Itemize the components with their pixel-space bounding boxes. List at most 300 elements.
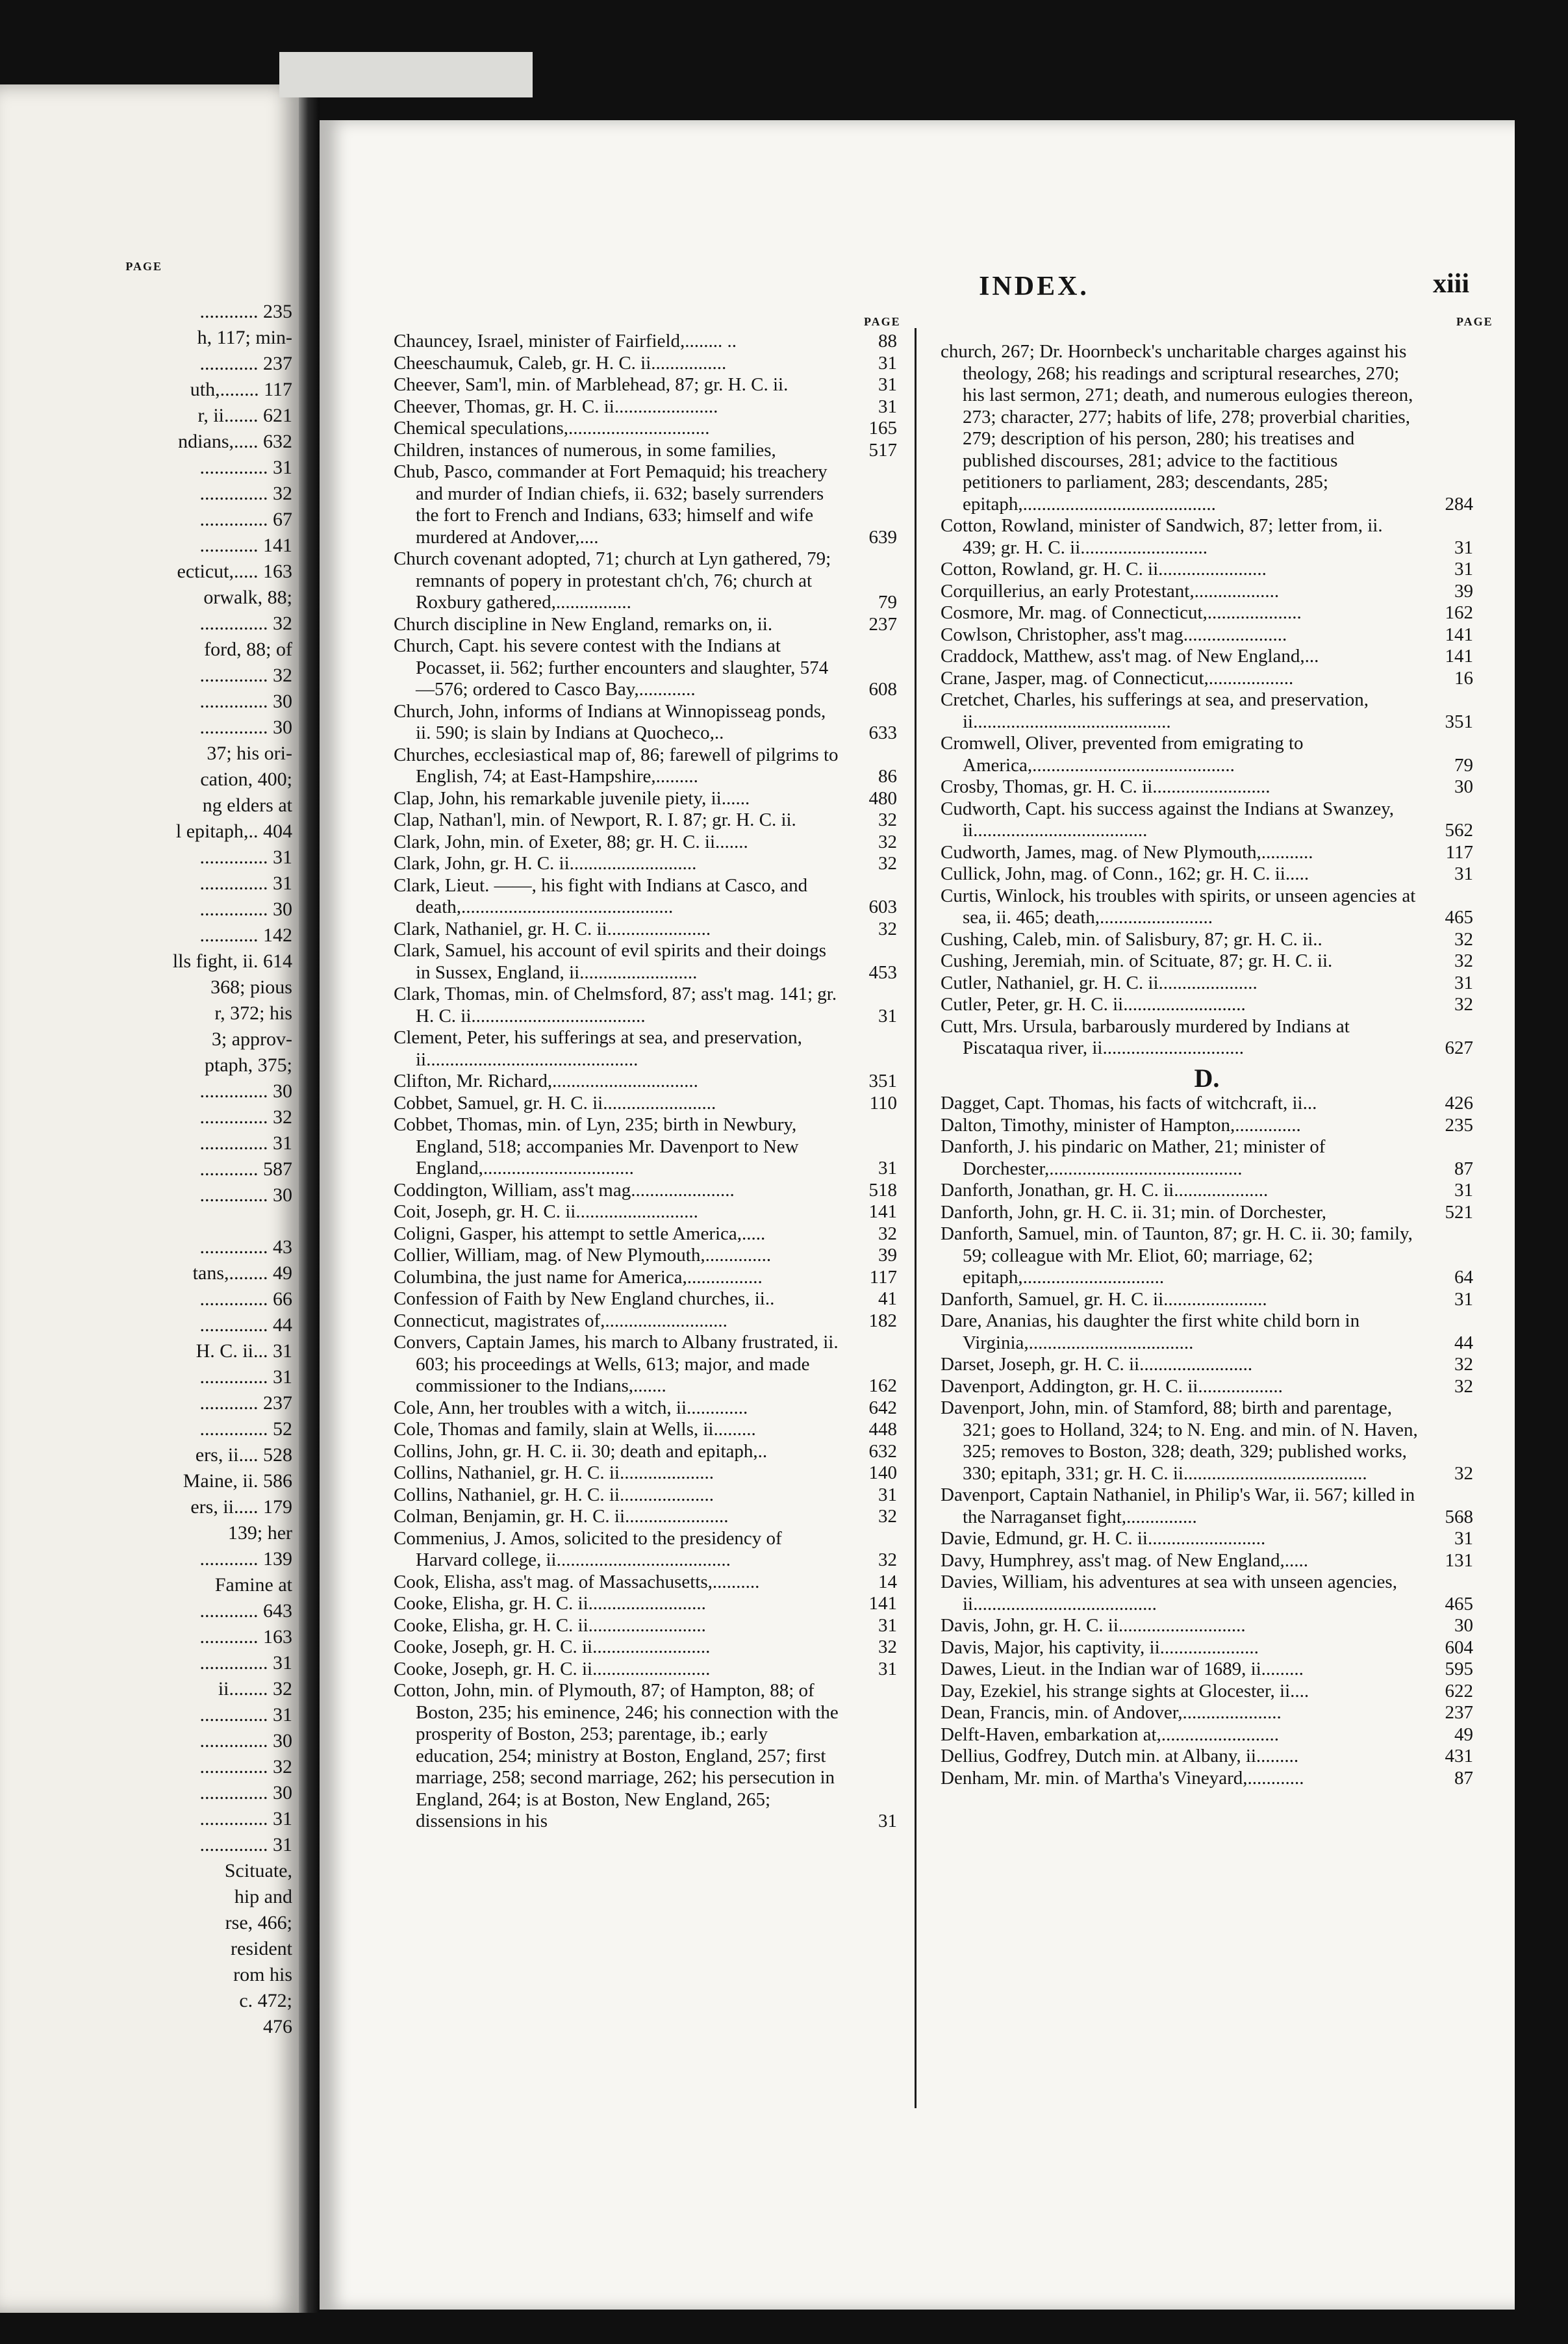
index-entry-text: Clifton, Mr. Richard,............................... bbox=[394, 1071, 698, 1091]
left-page-line: .............. 44 bbox=[199, 1314, 292, 1336]
index-entry-text: Clark, John, gr. H. C. ii........................... bbox=[394, 853, 697, 874]
index-entry bbox=[941, 1528, 1473, 1550]
index-entry-page: 32 bbox=[878, 831, 897, 852]
left-page-line: ptaph, 375; bbox=[205, 1054, 292, 1076]
index-entry-text: Columbina, the just name for America,................ bbox=[394, 1266, 763, 1288]
index-entry-text: Danforth, John, gr. H. C. ii. 31; min. of Dorchester, bbox=[941, 1201, 1327, 1223]
index-entry-page: 608 bbox=[868, 679, 897, 700]
index-entry-page: 165 bbox=[868, 418, 897, 439]
left-page-line: .............. 66 bbox=[199, 1288, 292, 1310]
left-page-line: .............. 30 bbox=[199, 1730, 292, 1752]
index-entry bbox=[941, 1768, 1473, 1790]
index-entry bbox=[941, 689, 1473, 733]
index-entry-page: 595 bbox=[1445, 1659, 1473, 1679]
index-entry-text: Cushing, Jeremiah, min. of Scituate, 87; gr. H. C. ii. bbox=[941, 950, 1333, 971]
left-page-line: .............. 67 bbox=[199, 509, 292, 530]
index-entry-text: Dean, Francis, min. of Andover,..................... bbox=[941, 1702, 1282, 1723]
index-entry-page: 31 bbox=[878, 1658, 897, 1679]
index-entry bbox=[941, 559, 1473, 581]
index-entry-page: 49 bbox=[1454, 1724, 1473, 1745]
left-page-line: ng elders at bbox=[202, 795, 292, 816]
book-gutter bbox=[299, 84, 320, 2313]
index-entry bbox=[941, 776, 1473, 798]
index-entry-text: Davenport, Captain Nathaniel, in Philip's War, ii. 567; killed in the Narraganset fight,............... bbox=[941, 1484, 1415, 1527]
index-entry-page: 448 bbox=[868, 1419, 897, 1440]
index-entry bbox=[941, 885, 1473, 929]
index-entry-page: 284 bbox=[1445, 493, 1473, 515]
index-entry bbox=[394, 1114, 897, 1180]
index-entry-text: Cowlson, Christopher, ass't mag...................... bbox=[941, 624, 1287, 645]
section-letter: D. bbox=[1194, 1063, 1220, 1093]
index-entry bbox=[394, 984, 897, 1027]
index-entry-text: Colman, Benjamin, gr. H. C. ii...................... bbox=[394, 1506, 729, 1527]
index-entry bbox=[941, 973, 1473, 995]
index-entry-text: Connecticut, magistrates of,.......................... bbox=[394, 1310, 727, 1331]
left-page-line: hip and bbox=[234, 1886, 292, 1907]
index-entry-page: 562 bbox=[1445, 820, 1473, 841]
index-entry-text: Davenport, Addington, gr. H. C. ii.................. bbox=[941, 1375, 1283, 1397]
left-page-line: Scituate, bbox=[224, 1860, 292, 1881]
index-entry-page: 64 bbox=[1454, 1267, 1473, 1288]
index-entry-text: church, 267; Dr. Hoornbeck's uncharitable charges against his theology, 268; his readings and scriptural researches, 270; his last sermon, 271; death, and numerous eulogies thereon, 273; character, 277; habits of life, 278; proverbial charities, 279; description of his person, 280; his treatises and published discourses, 281; advice to the factitious petitioners to parliament, 283; descendants, 285; epitaph,......................................... bbox=[941, 341, 1413, 515]
index-entry-text: Davies, William, his adventures at sea with unseen agencies, ii....................................... bbox=[941, 1572, 1397, 1614]
index-entry-text: Cole, Thomas and family, slain at Wells, ii......... bbox=[394, 1419, 756, 1440]
index-entry-page: 627 bbox=[1445, 1038, 1473, 1058]
index-entry bbox=[394, 418, 897, 440]
index-entry-text: Coligni, Gasper, his attempt to settle America,..... bbox=[394, 1223, 766, 1244]
index-entry bbox=[941, 581, 1473, 603]
index-entry bbox=[394, 1288, 897, 1310]
index-entry-text: Children, instances of numerous, in some families, bbox=[394, 439, 776, 461]
index-entry-page: 31 bbox=[878, 396, 897, 417]
index-entry bbox=[941, 515, 1473, 559]
index-entry-page: 517 bbox=[868, 439, 897, 461]
index-entry-text: Cushing, Caleb, min. of Salisbury, 87; gr. H. C. ii.. bbox=[941, 928, 1322, 950]
index-entry-page: 131 bbox=[1445, 1549, 1473, 1571]
index-entry bbox=[941, 1484, 1473, 1528]
left-page-line: ers, ii.... 528 bbox=[195, 1444, 292, 1466]
index-entry bbox=[941, 1637, 1473, 1659]
left-page-line: cation, 400; bbox=[200, 769, 292, 790]
index-entry bbox=[394, 548, 897, 614]
left-page-line: ............ 139 bbox=[199, 1548, 292, 1570]
index-entry bbox=[941, 624, 1473, 646]
index-entry-page: 86 bbox=[878, 766, 897, 787]
index-entry-page: 44 bbox=[1454, 1332, 1473, 1353]
index-entry bbox=[394, 353, 897, 375]
index-entry-text: Collins, Nathaniel, gr. H. C. ii.................... bbox=[394, 1484, 714, 1505]
index-entry-page: 31 bbox=[1454, 1180, 1473, 1201]
index-entry-page: 32 bbox=[878, 809, 897, 830]
index-entry-page: 31 bbox=[878, 352, 897, 374]
index-entry bbox=[394, 745, 897, 788]
left-page-line: .............. 32 bbox=[199, 483, 292, 504]
index-entry-text: Davis, Major, his captivity, ii..................... bbox=[941, 1637, 1259, 1658]
index-entry-text: Danforth, Samuel, min. of Taunton, 87; gr. H. C. ii. 30; family, 59; colleague with Mr. Eliot, 60; marriage, 62; epitaph,.............................. bbox=[941, 1223, 1413, 1288]
index-entry bbox=[941, 1550, 1473, 1572]
index-entry bbox=[394, 1310, 897, 1332]
index-entry-page: 32 bbox=[878, 1637, 897, 1657]
index-entry bbox=[394, 635, 897, 701]
left-page-line: ............ 142 bbox=[199, 924, 292, 946]
index-entry-page: 32 bbox=[878, 853, 897, 874]
index-entry-page: 642 bbox=[868, 1397, 897, 1418]
index-entry bbox=[941, 1376, 1473, 1398]
index-entry-text: Cutler, Peter, gr. H. C. ii.......................... bbox=[941, 994, 1246, 1015]
left-page-line: Maine, ii. 586 bbox=[183, 1470, 292, 1492]
index-entry-text: Cooke, Joseph, gr. H. C. ii......................... bbox=[394, 1658, 711, 1679]
index-entry-page: 31 bbox=[878, 1811, 897, 1831]
left-page-line: lls fight, ii. 614 bbox=[172, 950, 292, 972]
index-entry bbox=[394, 1659, 897, 1681]
index-entry bbox=[394, 1637, 897, 1659]
index-entry bbox=[394, 1201, 897, 1223]
left-page-line: c. 472; bbox=[239, 1990, 292, 2011]
index-entry bbox=[394, 1223, 897, 1245]
left-page-line: h, 117; min- bbox=[197, 327, 292, 348]
index-entry bbox=[394, 440, 897, 462]
index-entry-text: Clark, Lieut. ——, his fight with Indians at Casco, and death,............................................. bbox=[394, 874, 808, 917]
left-page-line: .............. 30 bbox=[199, 1080, 292, 1102]
index-entry-text: Cotton, John, min. of Plymouth, 87; of Hampton, 88; of Boston, 235; his eminence, 246; his connection with the prosperity of Boston, 253; parentage, ib.; early education, 254; ministry at Boston, England, 257; first marriage, 258; second marriage, 262; his persecution in England, 264; is at Boston, New England, 265; dissensions in his bbox=[394, 1680, 839, 1831]
index-entry bbox=[394, 396, 897, 418]
index-entry-page: 141 bbox=[868, 1201, 897, 1222]
index-entry-text: Confession of Faith by New England churches, ii.. bbox=[394, 1288, 775, 1309]
index-entry-text: Cooke, Elisha, gr. H. C. ii......................... bbox=[394, 1614, 706, 1636]
left-page-line: .............. 30 bbox=[199, 691, 292, 712]
index-entry-page: 639 bbox=[868, 526, 897, 548]
left-page-line: ............ 141 bbox=[199, 535, 292, 556]
index-entry-page: 426 bbox=[1445, 1093, 1473, 1114]
index-entry-text: Davie, Edmund, gr. H. C. ii......................... bbox=[941, 1528, 1266, 1549]
index-entry-text: Collins, John, gr. H. C. ii. 30; death and epitaph,.. bbox=[394, 1440, 768, 1462]
index-entry bbox=[941, 341, 1473, 515]
left-page-line: .............. 31 bbox=[199, 1834, 292, 1855]
index-entry-page: 79 bbox=[878, 592, 897, 613]
index-entry-text: Dagget, Capt. Thomas, his facts of witchcraft, ii... bbox=[941, 1093, 1317, 1114]
left-page-line: ford, 88; of bbox=[204, 639, 292, 660]
index-entry-page: 431 bbox=[1445, 1746, 1473, 1766]
index-entry-text: Cobbet, Thomas, min. of Lyn, 235; birth in Newbury, England, 518; accompanies Mr. Davenport to New England,................................ bbox=[394, 1114, 799, 1178]
right-page bbox=[320, 120, 1515, 2310]
index-entry-text: Cromwell, Oliver, prevented from emigrating to America,........................................... bbox=[941, 733, 1304, 776]
left-page-line: .............. 31 bbox=[199, 1808, 292, 1829]
index-entry-text: Chub, Pasco, commander at Fort Pemaquid; his treachery and murder of Indian chiefs, ii. 632; basely surrenders the fort to French and Indians, 633; himself and wife murdered at Andover,.... bbox=[394, 461, 828, 548]
index-entry-text: Cole, Ann, her troubles with a witch, ii............. bbox=[394, 1397, 748, 1418]
index-entry bbox=[941, 798, 1473, 842]
index-entry-text: Cooke, Elisha, gr. H. C. ii......................... bbox=[394, 1593, 706, 1614]
index-entry bbox=[394, 374, 897, 396]
left-page-line: l epitaph,.. 404 bbox=[175, 821, 292, 842]
index-entry-text: Denham, Mr. min. of Martha's Vineyard,............ bbox=[941, 1767, 1304, 1789]
left-page-line: r, 372; his bbox=[214, 1002, 292, 1024]
left-page-line: tans,........ 49 bbox=[192, 1262, 292, 1284]
index-entry-page: 182 bbox=[868, 1310, 897, 1331]
index-entry bbox=[941, 1397, 1473, 1484]
left-page-line: rom his bbox=[233, 1964, 292, 1985]
index-entry bbox=[394, 1027, 897, 1071]
index-entry-text: Davenport, John, min. of Stamford, 88; birth and parentage, 321; goes to Holland, 324; to N. Eng. and min. of N. Haven, 325; removes to Boston, 328; death, 329; published works, 330; epitaph, 331; gr. H. C. ii....................................... bbox=[941, 1397, 1418, 1484]
index-entry-text: Cotton, Rowland, gr. H. C. ii....................... bbox=[941, 559, 1267, 580]
index-entry bbox=[394, 701, 897, 745]
index-entry-page: 351 bbox=[868, 1071, 897, 1091]
index-entry bbox=[394, 1332, 897, 1397]
left-page bbox=[0, 84, 299, 2313]
left-page-line: .............. 30 bbox=[199, 717, 292, 738]
index-entry-text: Collins, Nathaniel, gr. H. C. ii.................... bbox=[394, 1462, 714, 1483]
index-entry-page: 465 bbox=[1445, 907, 1473, 928]
index-entry-text: Cudworth, James, mag. of New Plymouth,........... bbox=[941, 841, 1313, 863]
index-entry bbox=[394, 1267, 897, 1289]
index-entry-page: 39 bbox=[878, 1245, 897, 1266]
index-entry bbox=[394, 1419, 897, 1441]
index-entry-text: Cook, Elisha, ass't mag. of Massachusetts,.......... bbox=[394, 1571, 760, 1592]
index-entry-text: Collier, William, mag. of New Plymouth,.............. bbox=[394, 1245, 772, 1266]
index-entry bbox=[941, 863, 1473, 885]
index-entry bbox=[941, 994, 1473, 1016]
index-entry-page: 41 bbox=[878, 1288, 897, 1309]
column-divider bbox=[915, 328, 917, 2108]
index-entry-text: Church discipline in New England, remarks on, ii. bbox=[394, 613, 773, 635]
index-entry-page: 465 bbox=[1445, 1593, 1473, 1614]
index-entry-page: 632 bbox=[868, 1440, 897, 1462]
left-page-entries bbox=[0, 299, 292, 2040]
index-entry bbox=[394, 1441, 897, 1463]
index-entry-page: 30 bbox=[1454, 1615, 1473, 1636]
left-page-line: rse, 466; bbox=[225, 1912, 292, 1933]
index-entry bbox=[394, 1245, 897, 1267]
index-entry bbox=[941, 1223, 1473, 1289]
left-page-line: .............. 43 bbox=[199, 1236, 292, 1258]
left-page-line: .............. 31 bbox=[199, 873, 292, 894]
index-entry-page: 351 bbox=[1445, 711, 1473, 732]
index-entry bbox=[394, 1484, 897, 1507]
index-entry-page: 31 bbox=[878, 1005, 897, 1026]
index-entry-page: 140 bbox=[868, 1462, 897, 1483]
index-entry-page: 32 bbox=[878, 1549, 897, 1570]
index-entry-page: 117 bbox=[1445, 841, 1473, 863]
index-entry bbox=[941, 1115, 1473, 1137]
page-number: xiii bbox=[1432, 269, 1469, 299]
index-entry-text: Delft-Haven, embarkation at,......................... bbox=[941, 1724, 1280, 1745]
left-page-line bbox=[0, 1208, 292, 1234]
index-entry-page: 603 bbox=[868, 897, 897, 917]
index-entry-page: 88 bbox=[878, 331, 897, 351]
left-page-line: .............. 31 bbox=[199, 457, 292, 478]
index-entry-page: 31 bbox=[878, 1158, 897, 1178]
index-entry-text: Cretchet, Charles, his sufferings at sea, and preservation, ii.......................................... bbox=[941, 689, 1369, 732]
index-entry-text: Cobbet, Samuel, gr. H. C. ii........................ bbox=[394, 1092, 716, 1114]
index-entry-text: Cooke, Joseph, gr. H. C. ii......................... bbox=[394, 1637, 711, 1657]
index-entry bbox=[394, 940, 897, 984]
index-column-b bbox=[941, 341, 1473, 1789]
left-page-line: 139; her bbox=[227, 1522, 292, 1544]
index-entry-page: 110 bbox=[869, 1092, 897, 1114]
index-entry-text: Davis, John, gr. H. C. ii........................... bbox=[941, 1615, 1246, 1636]
running-head: INDEX. bbox=[979, 272, 1089, 301]
index-entry bbox=[941, 602, 1473, 624]
index-entry-page: 31 bbox=[1454, 559, 1473, 580]
column-b-page-label: PAGE bbox=[1456, 315, 1493, 328]
index-entry-page: 87 bbox=[1454, 1158, 1473, 1179]
index-entry bbox=[941, 1354, 1473, 1376]
index-entry bbox=[941, 1016, 1473, 1060]
index-entry bbox=[941, 1136, 1473, 1180]
index-entry-text: Day, Ezekiel, his strange sights at Glocester, ii.... bbox=[941, 1680, 1309, 1701]
index-entry-text: Commenius, J. Amos, solicited to the presidency of Harvard college, ii..................................... bbox=[394, 1527, 782, 1570]
index-entry-page: 480 bbox=[868, 787, 897, 809]
index-entry bbox=[394, 331, 897, 353]
index-entry-page: 31 bbox=[878, 374, 897, 395]
index-column-a bbox=[394, 331, 897, 1833]
left-page-line: 3; approv- bbox=[211, 1028, 292, 1050]
left-page-line: .............. 30 bbox=[199, 1782, 292, 1803]
left-page-line: .............. 31 bbox=[199, 1704, 292, 1726]
index-entry bbox=[394, 788, 897, 810]
index-entry-page: 32 bbox=[1454, 928, 1473, 950]
index-entry-text: Cheever, Sam'l, min. of Marblehead, 87; gr. H. C. ii. bbox=[394, 374, 789, 395]
index-entry-text: Coit, Joseph, gr. H. C. ii.......................... bbox=[394, 1201, 698, 1222]
index-entry-text: Cheever, Thomas, gr. H. C. ii...................... bbox=[394, 396, 718, 417]
index-entry bbox=[941, 1724, 1473, 1746]
left-page-line: uth,........ 117 bbox=[190, 379, 292, 400]
left-page-line: .............. 30 bbox=[199, 898, 292, 920]
left-page-line: .............. 30 bbox=[199, 1184, 292, 1206]
index-entry bbox=[394, 853, 897, 875]
index-entry-text: Clap, Nathan'l, min. of Newport, R. I. 87; gr. H. C. ii. bbox=[394, 809, 796, 830]
left-page-column-label: PAGE bbox=[125, 260, 162, 273]
left-page-line: ii........ 32 bbox=[218, 1678, 292, 1700]
index-entry-text: Dare, Ananias, his daughter the first white child born in Virginia,................................... bbox=[941, 1310, 1360, 1353]
left-page-line: ............ 235 bbox=[199, 301, 292, 322]
index-entry bbox=[941, 1702, 1473, 1724]
index-entry-page: 162 bbox=[868, 1375, 897, 1396]
index-entry-text: Danforth, J. his pindaric on Mather, 21; minister of Dorchester,......................................... bbox=[941, 1136, 1326, 1179]
index-entry bbox=[941, 1572, 1473, 1615]
left-page-line: .............. 31 bbox=[199, 1652, 292, 1674]
index-entry-page: 453 bbox=[868, 962, 897, 983]
index-entry-page: 32 bbox=[1454, 994, 1473, 1015]
index-entry-text: Clement, Peter, his sufferings at sea, and preservation, ii............................................. bbox=[394, 1027, 802, 1070]
left-page-line: ............ 643 bbox=[199, 1600, 292, 1622]
index-entry-text: Churches, ecclesiastical map of, 86; farewell of pilgrims to English, 74; at East-Hampshire,......... bbox=[394, 744, 839, 787]
left-page-line: ............ 163 bbox=[199, 1626, 292, 1648]
index-entry bbox=[941, 1202, 1473, 1224]
index-entry-text: Clap, John, his remarkable juvenile piety, ii...... bbox=[394, 787, 750, 809]
column-a-page-label: PAGE bbox=[864, 315, 901, 328]
index-entry bbox=[394, 919, 897, 941]
index-entry-page: 521 bbox=[1445, 1201, 1473, 1223]
index-entry-text: Coddington, William, ass't mag...................... bbox=[394, 1179, 735, 1201]
index-entry-text: Danforth, Jonathan, gr. H. C. ii.................... bbox=[941, 1180, 1269, 1201]
index-entry-page: 32 bbox=[878, 1506, 897, 1527]
index-entry-page: 235 bbox=[1445, 1114, 1473, 1136]
index-entry-page: 16 bbox=[1454, 667, 1473, 689]
index-entry-page: 518 bbox=[868, 1179, 897, 1201]
index-entry-text: Corquillerius, an early Protestant,.................. bbox=[941, 580, 1280, 602]
index-entry-text: Clark, Thomas, min. of Chelmsford, 87; ass't mag. 141; gr. H. C. ii..................................... bbox=[394, 984, 837, 1026]
left-page-line: 476 bbox=[263, 2016, 292, 2037]
index-entry-page: 31 bbox=[878, 1484, 897, 1505]
index-entry bbox=[394, 1572, 897, 1594]
index-entry-page: 141 bbox=[1445, 624, 1473, 645]
index-entry bbox=[941, 929, 1473, 951]
index-entry-page: 604 bbox=[1445, 1637, 1473, 1658]
index-entry-text: Convers, Captain James, his march to Albany frustrated, ii. 603; his proceedings at Wells, 613; major, and made commissioner to the Indians,....... bbox=[394, 1332, 839, 1396]
index-entry bbox=[941, 1180, 1473, 1202]
index-entry-text: Church covenant adopted, 71; church at Lyn gathered, 79; remnants of popery in protestant ch'ch, 76; church at Roxbury gathered,................ bbox=[394, 548, 831, 613]
index-entry-text: Cotton, Rowland, minister of Sandwich, 87; letter from, ii. 439; gr. H. C. ii........................... bbox=[941, 515, 1383, 558]
index-entry-page: 31 bbox=[878, 1614, 897, 1636]
index-entry bbox=[394, 1462, 897, 1484]
left-page-line: ndians,..... 632 bbox=[178, 431, 292, 452]
index-entry-page: 633 bbox=[868, 722, 897, 743]
index-entry-page: 31 bbox=[1454, 537, 1473, 558]
index-entry-text: Davy, Humphrey, ass't mag. of New England,..... bbox=[941, 1549, 1309, 1571]
index-entry bbox=[394, 461, 897, 548]
index-entry-text: Cutler, Nathaniel, gr. H. C. ii..................... bbox=[941, 972, 1258, 993]
left-page-line: ............ 587 bbox=[199, 1158, 292, 1180]
left-page-line: Famine at bbox=[214, 1574, 292, 1596]
index-entry-page: 31 bbox=[1454, 863, 1473, 884]
index-entry-text: Clark, Samuel, his account of evil spirits and their doings in Sussex, England, ii......................... bbox=[394, 940, 827, 983]
index-entry-text: Cudworth, Capt. his success against the Indians at Swanzey, ii..................................... bbox=[941, 798, 1395, 841]
index-entry-page: 117 bbox=[869, 1266, 897, 1288]
index-entry bbox=[394, 1680, 897, 1833]
index-entry bbox=[941, 1615, 1473, 1637]
index-entry-text: Craddock, Matthew, ass't mag. of New England,... bbox=[941, 646, 1319, 667]
index-entry bbox=[941, 1659, 1473, 1681]
index-entry-text: Curtis, Winlock, his troubles with spirits, or unseen agencies at sea, ii. 465; death,........................ bbox=[941, 885, 1416, 928]
index-entry bbox=[394, 1528, 897, 1572]
index-entry-text: Crane, Jasper, mag. of Connecticut,.................. bbox=[941, 667, 1294, 689]
index-entry-page: 237 bbox=[868, 613, 897, 635]
index-entry-page: 32 bbox=[1454, 1354, 1473, 1375]
index-entry-page: 32 bbox=[878, 1223, 897, 1244]
index-entry bbox=[394, 832, 897, 854]
left-page-line: orwalk, 88; bbox=[203, 587, 292, 608]
left-page-line: 368; pious bbox=[210, 976, 292, 998]
index-entry-text: Cullick, John, mag. of Conn., 162; gr. H. C. ii..... bbox=[941, 863, 1309, 884]
left-page-line: ers, ii..... 179 bbox=[190, 1496, 292, 1518]
index-entry-page: 32 bbox=[1454, 1462, 1473, 1484]
index-entry-text: Dellius, Godfrey, Dutch min. at Albany, ii......... bbox=[941, 1746, 1299, 1766]
index-entry bbox=[941, 1093, 1473, 1115]
index-entry bbox=[394, 1506, 897, 1528]
left-page-line: .............. 31 bbox=[199, 847, 292, 868]
left-page-line: .............. 32 bbox=[199, 613, 292, 634]
left-page-line: 37; his ori- bbox=[207, 743, 292, 764]
index-entry-page: 39 bbox=[1454, 580, 1473, 602]
left-page-line: .............. 52 bbox=[199, 1418, 292, 1440]
index-entry-text: Cosmore, Mr. mag. of Connecticut,.................... bbox=[941, 602, 1302, 623]
left-page-line: .............. 32 bbox=[199, 1106, 292, 1128]
index-entry bbox=[394, 809, 897, 832]
index-entry-page: 622 bbox=[1445, 1680, 1473, 1701]
index-entry-page: 31 bbox=[1454, 1288, 1473, 1310]
index-entry bbox=[941, 668, 1473, 690]
index-entry bbox=[394, 1180, 897, 1202]
index-entry-page: 31 bbox=[1454, 972, 1473, 993]
index-entry bbox=[941, 1746, 1473, 1768]
index-entry-text: Church, John, informs of Indians at Winnopisseag ponds, ii. 590; is slain by Indians at Quocheco,.. bbox=[394, 700, 826, 743]
index-entry-text: Dawes, Lieut. in the Indian war of 1689, ii......... bbox=[941, 1659, 1304, 1679]
index-entry bbox=[941, 950, 1473, 973]
index-entry-page: 14 bbox=[878, 1571, 897, 1592]
index-entry-text: Danforth, Samuel, gr. H. C. ii...................... bbox=[941, 1288, 1267, 1310]
index-entry-text: Chauncey, Israel, minister of Fairfield,........ .. bbox=[394, 331, 737, 351]
index-entry-text: Clark, John, min. of Exeter, 88; gr. H. C. ii....... bbox=[394, 831, 748, 852]
